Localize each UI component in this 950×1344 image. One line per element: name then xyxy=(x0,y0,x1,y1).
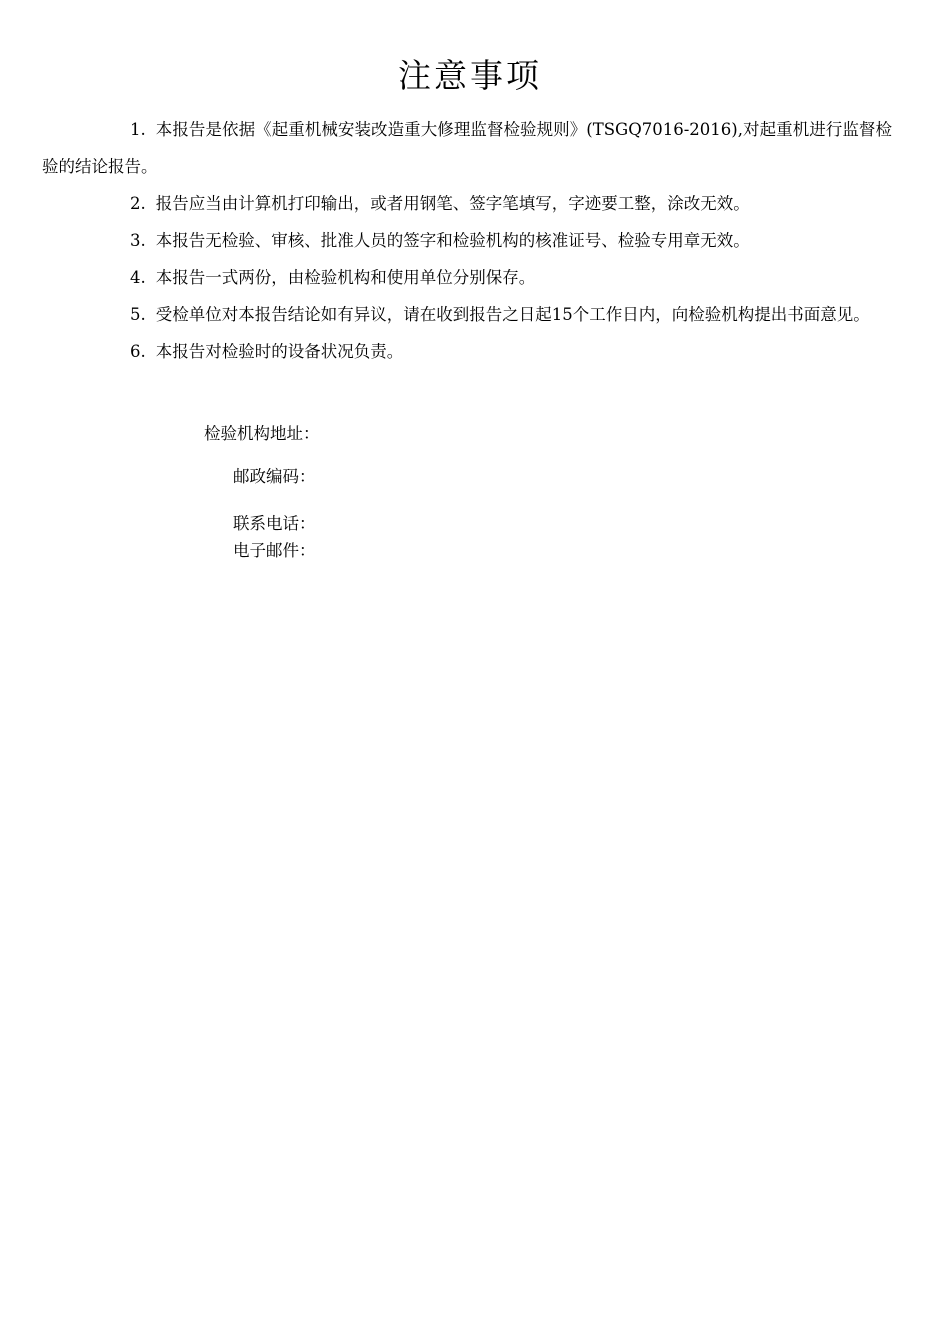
note-text: 本报告无检验、审核、批准人员的签字和检验机构的核准证号、检验专用章无效。 xyxy=(155,231,750,250)
note-number: 1. xyxy=(130,120,146,139)
note-text: 本报告是依据《起重机械安装改造重大修理监督检验规则》(TSGQ7016-2016),对起重机进行监督检验的结论报告。 xyxy=(42,120,892,176)
note-text: 本报告一式两份，由检验机构和使用单位分别保存。 xyxy=(155,268,536,287)
note-text: 本报告对检验时的设备状况负责。 xyxy=(155,342,404,361)
note-item-2 xyxy=(42,185,892,222)
page-title: 注意事项 xyxy=(398,56,542,95)
note-item-1 xyxy=(42,111,892,185)
postcode-label: 邮政编码： xyxy=(233,467,316,486)
email-label: 电子邮件： xyxy=(233,541,316,560)
note-text: 报告应当由计算机打印输出，或者用钢笔、签字笔填写，字迹要工整，涂改无效。 xyxy=(155,194,750,213)
note-item-3 xyxy=(42,222,892,259)
address-label: 检验机构地址： xyxy=(204,424,320,443)
notes-list xyxy=(42,111,892,370)
note-number: 6. xyxy=(130,342,146,361)
note-number: 5. xyxy=(130,305,146,324)
note-number: 4. xyxy=(130,268,146,287)
note-number: 2. xyxy=(130,194,146,213)
note-text: 受检单位对本报告结论如有异议，请在收到报告之日起15个工作日内，向检验机构提出书面意见。 xyxy=(155,305,870,324)
note-item-5 xyxy=(42,296,892,333)
phone-label: 联系电话： xyxy=(233,514,316,533)
note-item-4 xyxy=(42,259,892,296)
note-number: 3. xyxy=(130,231,146,250)
note-item-6 xyxy=(42,333,892,370)
